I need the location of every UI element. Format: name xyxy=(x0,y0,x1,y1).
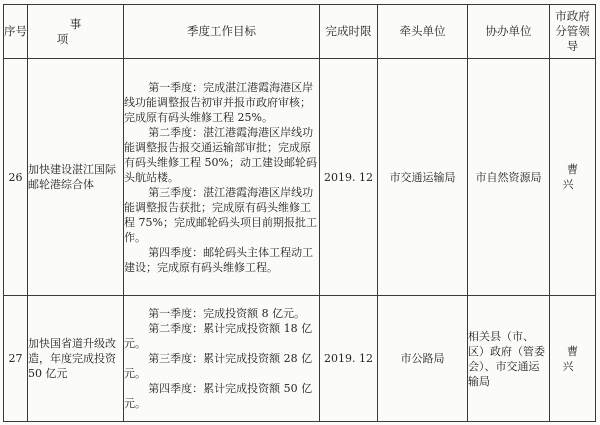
table-row xyxy=(4,59,596,296)
row-item: 加快国省道升级改造，年度完成投资 50 亿元 xyxy=(28,296,124,422)
goal-q4: 第四季度：累计完成投资额 50 亿元。 xyxy=(124,382,313,410)
header-lead-unit: 牵头单位 xyxy=(378,5,468,59)
goal-q4: 第四季度：邮轮码头主体工程动工建设；完成原有码头维修工程。 xyxy=(124,245,314,274)
header-leader xyxy=(550,5,596,59)
row-leader xyxy=(550,59,596,296)
table-row xyxy=(4,296,596,422)
table-header-row xyxy=(4,5,596,59)
row-deadline: 2019. 12 xyxy=(320,59,378,296)
row-deadline: 2019. 12 xyxy=(320,296,378,422)
row-goals xyxy=(124,59,320,296)
row-leader-name: 曹兴 xyxy=(562,163,587,191)
header-no: 序号 xyxy=(4,5,28,59)
row-goals xyxy=(124,296,320,422)
goal-q2: 第二季度：累计完成投资额 18 亿元。 xyxy=(124,322,313,350)
header-assist-unit: 协办单位 xyxy=(468,5,550,59)
row-leader xyxy=(550,296,596,422)
goal-q1: 第一季度：完成投资额 8 亿元。 xyxy=(148,307,306,320)
goal-q2: 第二季度：湛江港霞海港区岸线功能调整报告报交通运输部审批；完成原有码头维修工程 50%；动工建设邮轮码头航站楼。 xyxy=(124,125,317,184)
work-target-table xyxy=(3,4,596,422)
row-item: 加快建设湛江国际邮轮港综合体 xyxy=(28,59,124,296)
row-assist-unit: 相关县（市、区）政府（管委会）、市交通运输局 xyxy=(468,296,550,422)
row-assist-unit: 市自然资源局 xyxy=(468,59,550,296)
goal-q3: 第三季度：湛江港霞海港区岸线功能调整报告获批；完成原有码头维修工程 75%；完成邮轮码头项目前期报批工作。 xyxy=(124,185,317,244)
row-lead-unit: 市交通运输局 xyxy=(378,59,468,296)
header-goals: 季度工作目标 xyxy=(124,5,320,59)
row-leader-name: 曹兴 xyxy=(562,344,587,373)
row-lead-unit: 市公路局 xyxy=(378,296,468,422)
header-item-label: 事项 xyxy=(56,16,108,46)
row-no: 27 xyxy=(4,296,28,422)
header-leader-line2: 分管领导 xyxy=(555,24,590,53)
goal-q1: 第一季度：完成湛江港霞海港区岸线功能调整报告初审并报市政府审核；完成原有码头维修工程 25%。 xyxy=(124,80,314,124)
row-no: 26 xyxy=(4,59,28,296)
header-leader-line1: 市政府 xyxy=(555,9,590,23)
goal-q3: 第三季度：累计完成投资额 28 亿元。 xyxy=(124,352,313,380)
header-deadline: 完成时限 xyxy=(320,5,378,59)
header-item xyxy=(28,5,124,59)
